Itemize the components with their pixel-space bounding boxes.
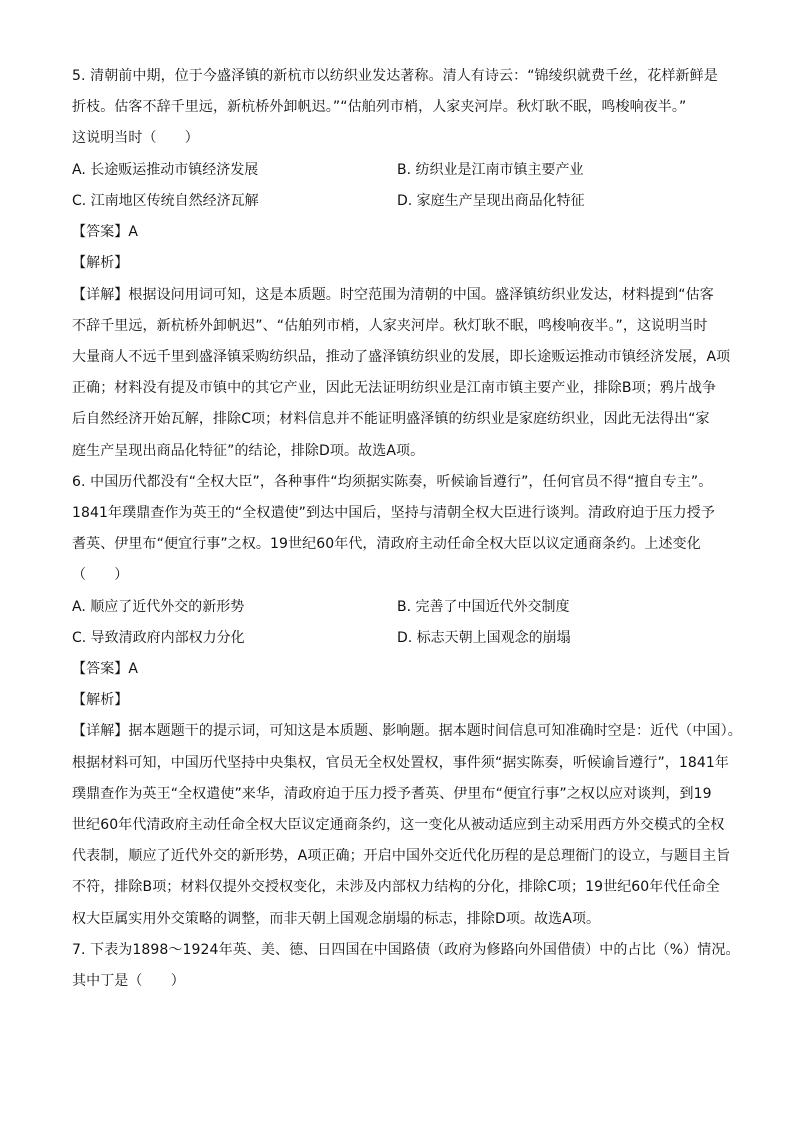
q5-detail-line-1: 【详解】根据设问用词可知，这是本质题。时空范围为清朝的中国。盛泽镇纺织业发达，材料提到“估客 [72,287,714,303]
q6-detail-line-4: 世纪60年代清政府主动任命全权大臣议定通商条约，这一变化从被动适应到主动采用西方外交模式的全权 [72,817,725,833]
q5-stem-line-2: 折枝。估客不辞千里远，新杭桥外卸帆迟。”“估舶列市梢，人家夹河岸。秋灯耿不眠，鸣梭响夜半。” [72,99,687,115]
q6-detail-line-7: 权大臣属实用外交策略的调整，而非天朝上国观念崩塌的标志，排除D项。故选A项。 [72,911,601,927]
q5-detail-line-6: 庭生产呈现出商品化特征”的结论，排除D项。故选A项。 [72,443,425,459]
q6-option-c: C. 导致清政府内部权力分化 [72,630,245,646]
q5-option-c: C. 江南地区传统自然经济瓦解 [72,193,259,209]
q6-detail-line-2: 根据材料可知，中国历代坚持中央集权，官员无全权处置权，事件须“据实陈奏，听候谕旨遵行”，1841年 [72,755,730,771]
q5-detail-line-5: 后自然经济开始瓦解，排除C项；材料信息并不能证明盛泽镇的纺织业是家庭纺织业，因此无法得出“家 [72,411,710,427]
q5-detail-line-2: 不辞千里远，新杭桥外卸帆迟”、“估舶列市梢，人家夹河岸。秋灯耿不眠，鸣梭响夜半。”，这说明当时 [72,318,708,334]
q6-detail-line-3: 璞鼎查作为英王“全权遣使”来华，清政府迫于压力授予耆英、伊里布“便宜行事”之权以应对谈判，到19 [72,786,712,802]
q6-stem-line-1: 6. 中国历代都没有“全权大臣”，各种事件“均须据实陈奏，听候谕旨遵行”，任何官员不得“擅自专主”。 [72,474,713,490]
q6-detail-line-1: 【详解】据本题题干的提示词，可知这是本质题、影响题。据本题时间信息可知准确时空是：近代（中国）。 [72,723,742,739]
q5-stem-line-1: 5. 清朝前中期，位于今盛泽镇的新杭市以纺织业发达著称。清人有诗云：“锦绫织就费千丝，花样新鲜是 [72,68,718,84]
q5-analysis-heading: 【解析】 [72,255,129,271]
q6-stem-line-4: （ ） [72,567,129,583]
q6-option-a: A. 顺应了近代外交的新形势 [72,599,245,615]
q5-stem-line-3: 这说明当时（ ） [72,130,199,146]
q6-analysis-heading: 【解析】 [72,692,129,708]
q5-option-a: A. 长途贩运推动市镇经济发展 [72,162,259,178]
q6-stem-line-3: 耆英、伊里布“便宜行事”之权。19世纪60年代，清政府主动任命全权大臣以议定通商条约。上述变化 [72,536,701,552]
q5-option-b: B. 纺织业是江南市镇主要产业 [397,162,584,178]
q6-detail-line-5: 代表制，顺应了近代外交的新形势，A项正确；开启中国外交近代化历程的是总理衙门的设立，与题目主旨 [72,848,731,864]
q6-stem-line-2: 1841年璞鼎查作为英王的“全权遣使”到达中国后，坚持与清朝全权大臣进行谈判。清政府迫于压力授予 [72,505,715,521]
q5-answer: 【答案】A [72,224,139,240]
q5-detail-line-4: 正确；材料没有提及市镇中的其它产业，因此无法证明纺织业是江南市镇主要产业，排除B项；鸦片战争 [72,380,717,396]
q6-detail-line-6: 不符，排除B项；材料仅提外交授权变化，未涉及内部权力结构的分化，排除C项；19世纪60年代任命全 [72,879,720,895]
q6-answer: 【答案】A [72,661,139,677]
q5-detail-line-3: 大量商人不远千里到盛泽镇采购纺织品，推动了盛泽镇纺织业的发展，即长途贩运推动市镇经济发展，A项 [72,349,731,365]
q6-option-b: B. 完善了中国近代外交制度 [397,599,570,615]
q7-stem-line-2: 其中丁是（ ） [72,973,185,989]
q7-stem-line-1: 7. 下表为1898～1924年英、美、德、日四国在中国路债（政府为修路向外国借债）中的占比（%）情况。 [72,942,740,958]
q6-option-d: D. 标志天朝上国观念的崩塌 [397,630,571,646]
q5-option-d: D. 家庭生产呈现出商品化特征 [397,193,585,209]
